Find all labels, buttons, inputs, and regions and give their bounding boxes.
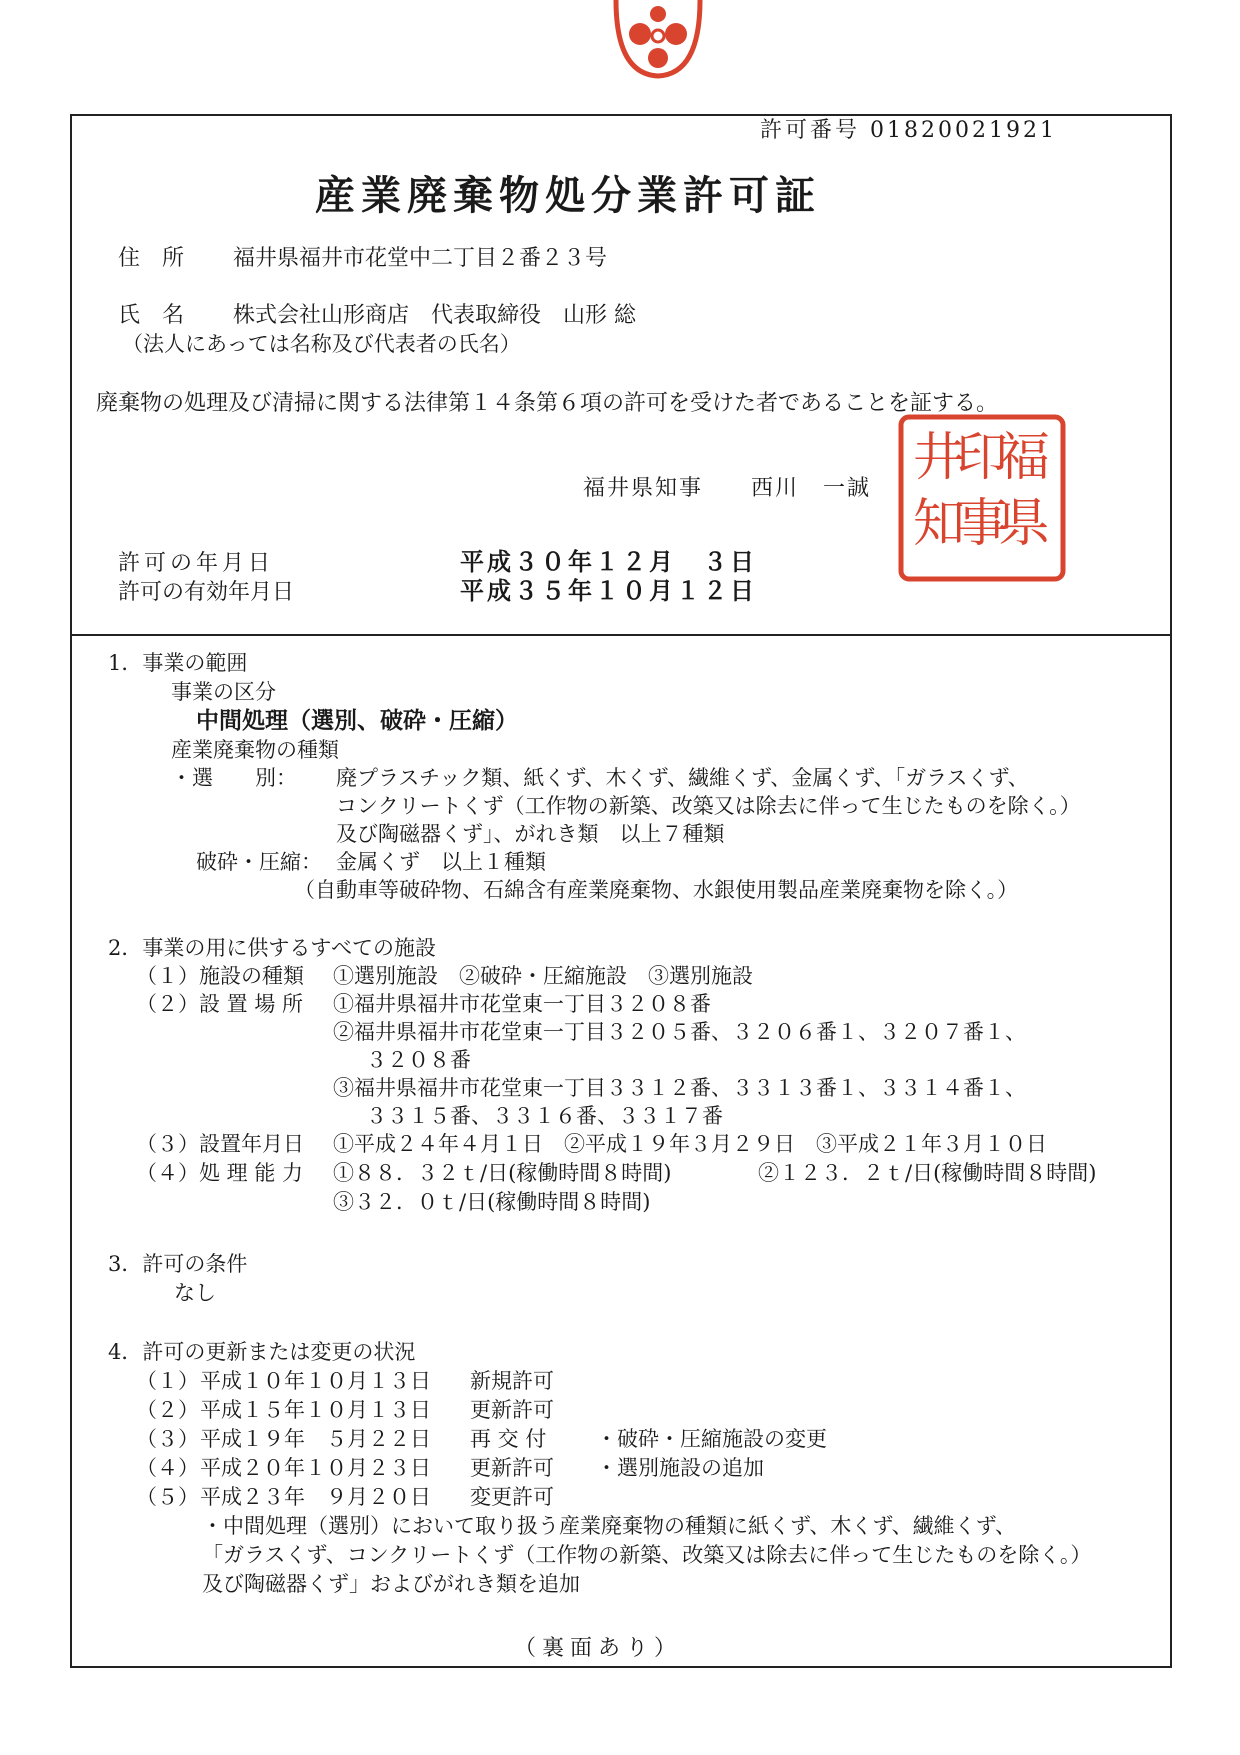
name-note: （法人にあっては名称及び代表者の氏名）: [122, 332, 521, 356]
location-line: ②福井県福井市花堂東一丁目３２０５番、３２０６番１、３２０７番１、: [333, 1020, 1026, 1044]
capacity-value: ①８８．３２ｔ/日(稼働時間８時間): [333, 1161, 672, 1185]
permit-conditions-value: なし: [174, 1281, 216, 1305]
permit-date-label: 許可の年月日: [118, 551, 275, 576]
certification-statement: 廃棄物の処理及び清掃に関する法律第１４条第６項の許可を受けた者であることを証する。: [96, 391, 999, 416]
location-label: （２）設 置 場 所: [136, 992, 304, 1016]
seal-char: 事: [955, 494, 1009, 554]
section-divider: [70, 634, 1172, 636]
crushing-value: 金属くず 以上１種類: [336, 850, 546, 874]
permit-number: 許可番号 01820021921: [760, 118, 1057, 143]
permit-date-value: 平成３０年１２月 ３日: [460, 548, 757, 576]
capacity-value: ③３２．０ｔ/日(稼働時間８時間): [333, 1190, 651, 1214]
sorting-line: コンクリートくず（工作物の新築、改築又は除去に伴って生じたものを除く。）: [336, 794, 1081, 818]
change-line: 「ガラスくず、コンクリートくず（工作物の新築、改築又は除去に伴って生じたものを除く。）: [202, 1543, 1092, 1567]
seal-char: 福: [997, 428, 1051, 488]
waste-types-label: 産業廃棄物の種類: [171, 738, 339, 762]
capacity-label: （４）処 理 能 力: [136, 1161, 304, 1185]
history-date: 平成２０年１０月２３日: [200, 1456, 431, 1480]
history-type: 再 交 付: [470, 1427, 547, 1451]
expiry-date-label: 許可の有効年月日: [118, 580, 295, 605]
seal-char: 知: [912, 494, 966, 554]
page-title: 産業廃棄物処分業許可証: [315, 172, 821, 219]
seal-char: 井: [912, 428, 966, 488]
capacity-value: ②１２３．２ｔ/日(稼働時間８時間): [758, 1161, 1097, 1185]
location-line: ③福井県福井市花堂東一丁目３３１２番、３３１３番１、３３１４番１、: [333, 1076, 1026, 1100]
expiry-date-value: 平成３５年１０月１２日: [460, 577, 757, 605]
section4-heading: 4．許可の更新または変更の状況: [108, 1340, 416, 1364]
location-line: ①福井県福井市花堂東一丁目３２０８番: [333, 992, 711, 1016]
history-num: （３）: [136, 1427, 199, 1451]
address-value: 福井県福井市花堂中二丁目２番２３号: [233, 246, 608, 271]
change-line: ・中間処理（選別）において取り扱う産業廃棄物の種類に紙くず、木くず、繊維くず、: [202, 1514, 1016, 1538]
top-seal-stamp: [612, 0, 704, 80]
location-line: ３２０８番: [366, 1048, 471, 1072]
crushing-label: 破砕・圧縮：: [196, 850, 322, 874]
history-date: 平成１９年 ５月２２日: [200, 1427, 431, 1451]
install-date-label: （３）設置年月日: [136, 1132, 304, 1156]
issuer-name: 福井県知事 西川 一誠: [583, 476, 872, 501]
facility-types-label: （１）施設の種類: [136, 964, 304, 988]
history-num: （１）: [136, 1369, 199, 1393]
install-date-value: ①平成２４年４月１日 ②平成１９年３月２９日 ③平成２１年３月１０日: [333, 1132, 1047, 1156]
history-type: 更新許可: [470, 1398, 554, 1422]
history-num: （４）: [136, 1456, 199, 1480]
history-note: ・破砕・圧縮施設の変更: [596, 1427, 827, 1451]
sorting-line: 及び陶磁器くず」、がれき類 以上７種類: [336, 822, 725, 846]
seal-char: 印: [955, 428, 1009, 488]
prefectural-seal: [897, 413, 1067, 583]
location-line: ３３１５番、３３１６番、３３１７番: [366, 1104, 723, 1128]
history-num: （５）: [136, 1485, 199, 1509]
change-line: 及び陶磁器くず」およびがれき類を追加: [202, 1572, 580, 1596]
exclusion-note: （自動車等破砕物、石綿含有産業廃棄物、水銀使用製品産業廃棄物を除く。）: [294, 878, 1019, 902]
sorting-label: ・選 別：: [171, 766, 297, 790]
sorting-line: 廃プラスチック類、紙くず、木くず、繊維くず、金属くず、「ガラスくず、: [336, 766, 1029, 790]
reverse-side-note: （裏面あり）: [514, 1636, 683, 1661]
seal-char: 県: [997, 494, 1051, 554]
history-date: 平成２３年 ９月２０日: [200, 1485, 431, 1509]
section2-heading: 2．事業の用に供するすべての施設: [108, 936, 436, 960]
history-type: 新規許可: [470, 1369, 554, 1393]
history-date: 平成１５年１０月１３日: [200, 1398, 431, 1422]
name-label: 氏 名: [118, 303, 185, 328]
business-category-label: 事業の区分: [171, 680, 276, 704]
section3-heading: 3．許可の条件: [108, 1252, 248, 1276]
facility-types-value: ①選別施設 ②破砕・圧縮施設 ③選別施設: [333, 964, 753, 988]
history-type: 更新許可: [470, 1456, 554, 1480]
history-note: ・選別施設の追加: [596, 1456, 764, 1480]
business-category-value: 中間処理（選別、破砕・圧縮）: [196, 708, 518, 734]
name-value: 株式会社山形商店 代表取締役 山形 総: [233, 303, 636, 328]
address-label: 住 所: [118, 246, 185, 271]
history-date: 平成１０年１０月１３日: [200, 1369, 431, 1393]
history-num: （２）: [136, 1398, 199, 1422]
section1-heading: 1．事業の範囲: [108, 651, 248, 675]
history-type: 変更許可: [470, 1485, 554, 1509]
